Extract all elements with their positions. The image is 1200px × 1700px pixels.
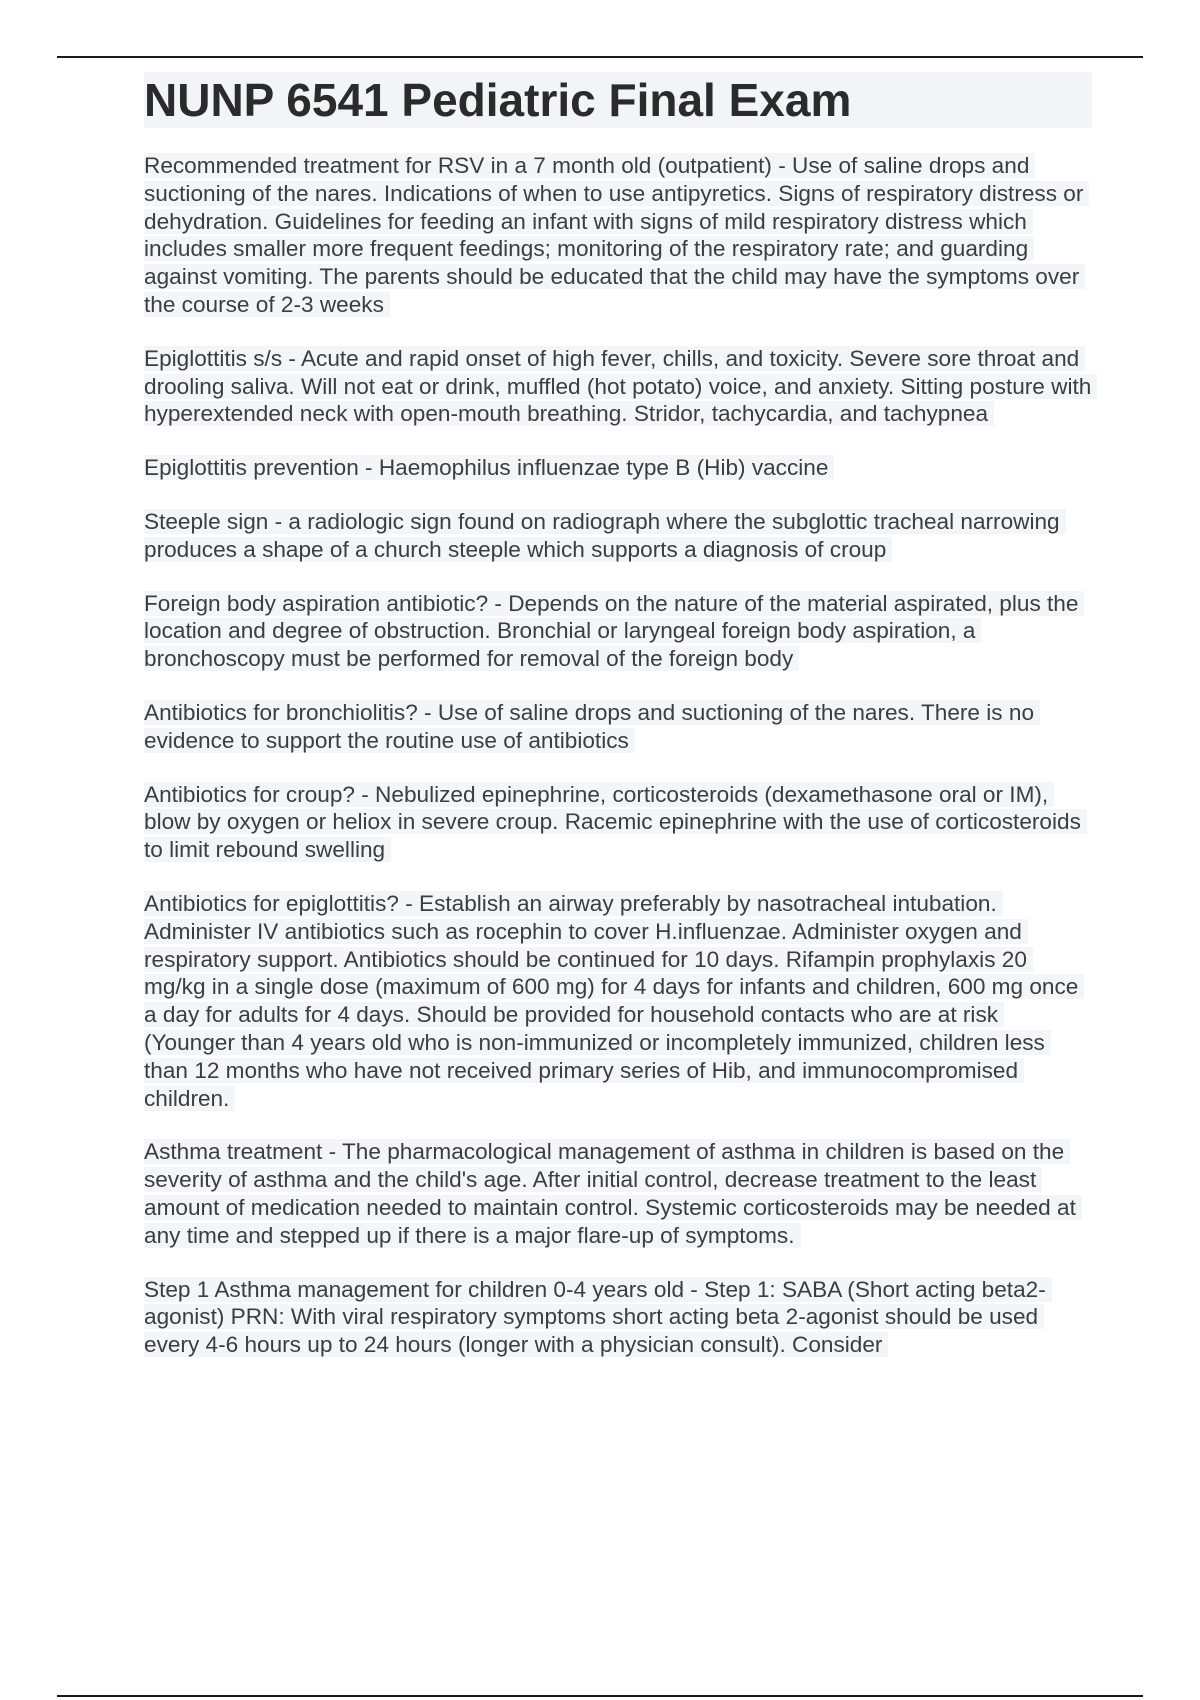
entry-bronchiolitis-antibiotics: [144, 699, 1092, 755]
entry-text: Step 1 Asthma management for children 0-4 years old - Step 1: SABA (Short acting beta2-agonist) PRN: With viral respiratory symptoms short acting beta 2-agonist should be used every 4-6 hours up to 24 hours (longer with a physician consult). Consider: [144, 1277, 1052, 1358]
entry-foreign-body-aspiration: [144, 590, 1092, 673]
entry-text: Steeple sign - a radiologic sign found on radiograph where the subglottic tracheal narrowing produces a shape of a church steeple which supports a diagnosis of croup: [144, 509, 1066, 562]
document-body: [144, 72, 1092, 1385]
entry-epiglottitis-prevention: [144, 454, 1092, 482]
entry-text: Epiglottitis prevention - Haemophilus influenzae type B (Hib) vaccine: [144, 455, 834, 480]
entry-text: Antibiotics for bronchiolitis? - Use of saline drops and suctioning of the nares. There is no evidence to support the routine use of antibiotics: [144, 700, 1040, 753]
page-title: NUNP 6541 Pediatric Final Exam: [144, 74, 852, 126]
entry-text: Recommended treatment for RSV in a 7 month old (outpatient) - Use of saline drops and suctioning of the nares. Indications of when to use antipyretics. Signs of respiratory distress or dehydration. Guidelines for feeding an infant with signs of mild respiratory distress which includes smaller more frequent feedings; monitoring of the respiratory rate; and guarding against vomiting. The parents should be educated that the child may have the symptoms over the course of 2-3 weeks: [144, 153, 1089, 317]
bottom-rule: [57, 1695, 1143, 1697]
entry-asthma-step1: [144, 1276, 1092, 1359]
entry-steeple-sign: [144, 508, 1092, 564]
entry-asthma-treatment: [144, 1138, 1092, 1249]
entry-text: Antibiotics for epiglottitis? - Establish an airway preferably by nasotracheal intubation. Administer IV antibiotics such as rocephin to cover H.influenzae. Administer oxygen and respiratory support. Antibiotics should be continued for 10 days. Rifampin prophylaxis 20 mg/kg in a single dose (maximum of 600 mg) for 4 days for infants and children, 600 mg once a day for adults for 4 days. Should be provided for household contacts who are at risk (Younger than 4 years old who is non-immunized or incompletely immunized, children less than 12 months who have not received primary series of Hib, and immunocompromised children.: [144, 891, 1084, 1111]
entry-epiglottitis-antibiotics: [144, 890, 1092, 1112]
entry-rsv-treatment: [144, 152, 1092, 319]
entry-croup-antibiotics: [144, 781, 1092, 864]
entry-text: Epiglottitis s/s - Acute and rapid onset of high fever, chills, and toxicity. Severe sore throat and drooling saliva. Will not eat or drink, muffled (hot potato) voice, and anxiety. Sitting posture with hyperextended neck with open-mouth breathing. Stridor, tachycardia, and tachypnea: [144, 346, 1097, 427]
title-bar: [144, 72, 1092, 128]
entry-text: Asthma treatment - The pharmacological management of asthma in children is based on the severity of asthma and the child's age. After initial control, decrease treatment to the least amount of medication needed to maintain control. Systemic corticosteroids may be needed at any time and stepped up if there is a major flare-up of symptoms.: [144, 1139, 1082, 1247]
entry-epiglottitis-signs: [144, 345, 1092, 428]
top-rule: [57, 56, 1143, 58]
entry-text: Antibiotics for croup? - Nebulized epinephrine, corticosteroids (dexamethasone oral or IM), blow by oxygen or heliox in severe croup. Racemic epinephrine with the use of corticosteroids to limit rebound swelling: [144, 782, 1087, 863]
entry-text: Foreign body aspiration antibiotic? - Depends on the nature of the material aspirated, plus the location and degree of obstruction. Bronchial or laryngeal foreign body aspiration, a bronchoscopy must be performed for removal of the foreign body: [144, 591, 1084, 672]
